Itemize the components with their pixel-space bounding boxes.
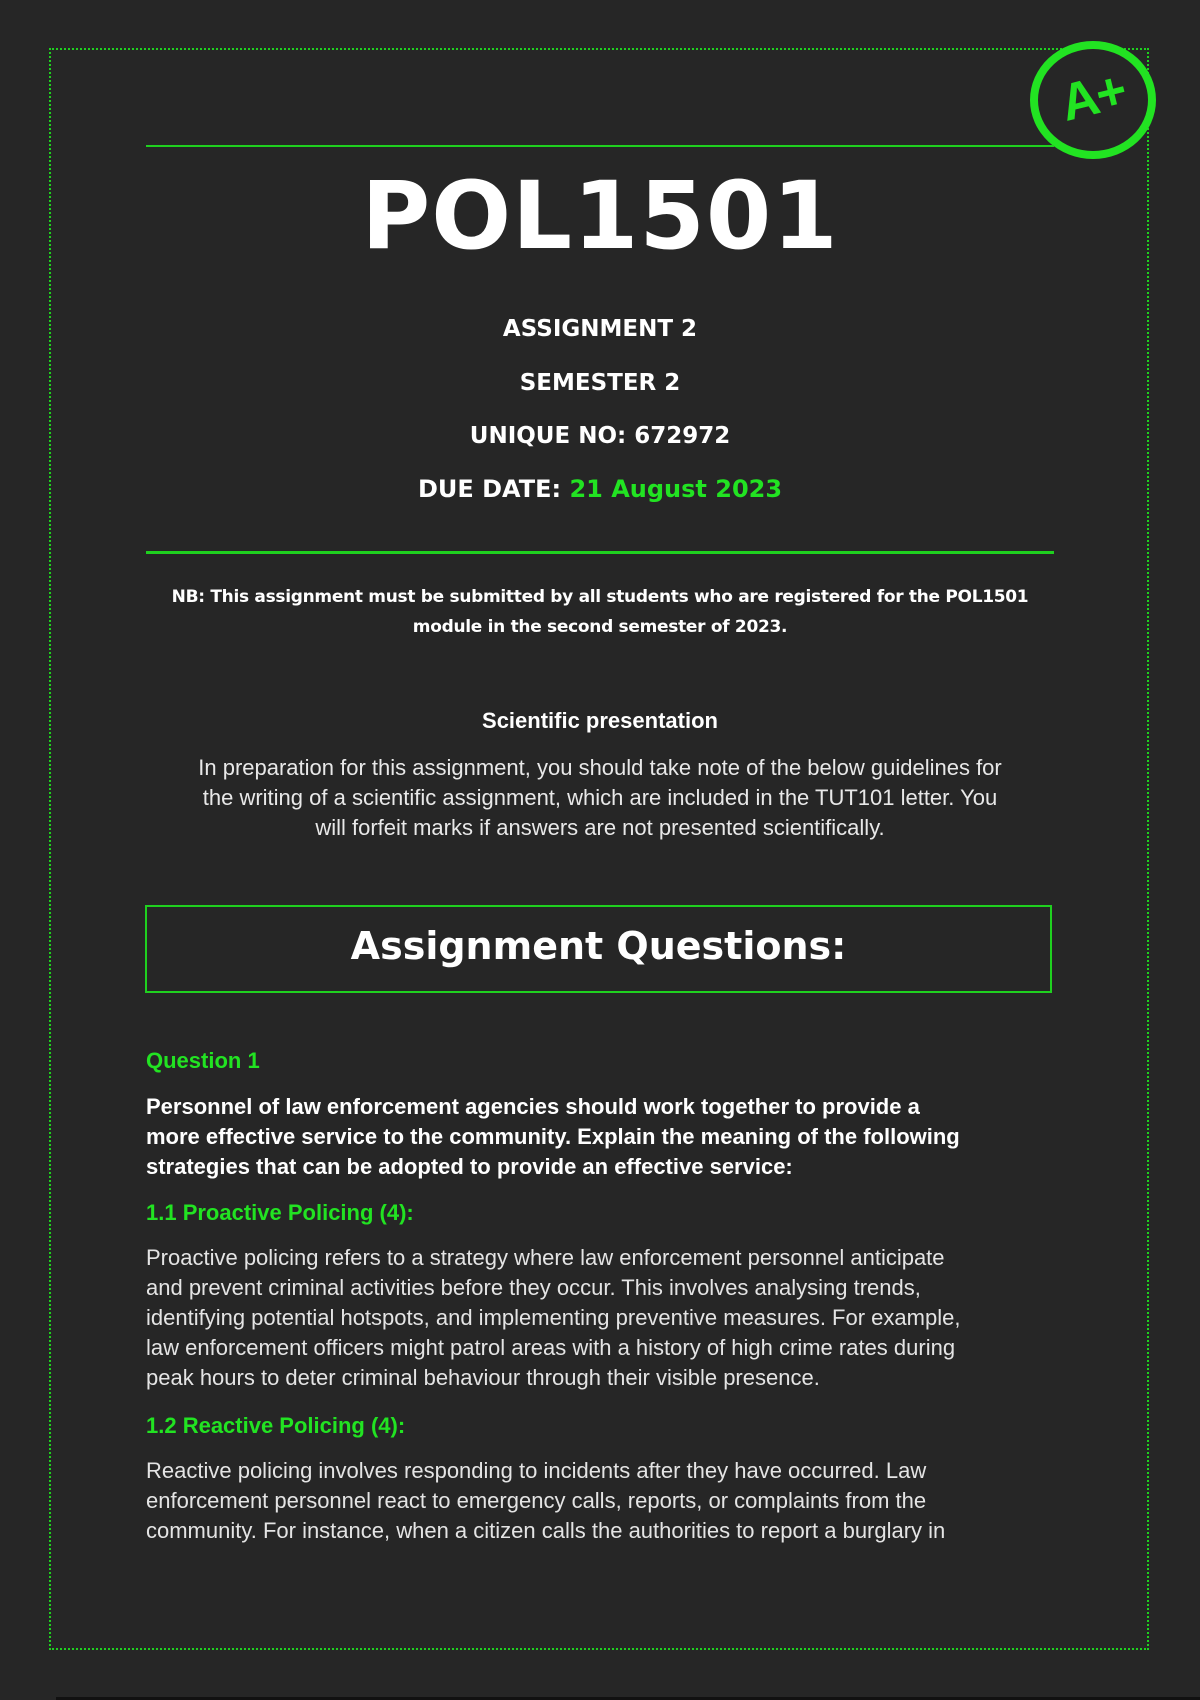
due-date-value: 21 August 2023: [569, 475, 783, 503]
question-line: Personnel of law enforcement agencies should work together to provide a: [146, 1094, 920, 1119]
paragraph-line: will forfeit marks if answers are not presented scientifically.: [315, 815, 885, 840]
submission-note: [170, 582, 1030, 642]
header-top-rule: [146, 145, 1054, 147]
answer-line: and prevent criminal activities before they occur. This involves analysing trends,: [146, 1275, 921, 1300]
submission-note-line: NB: This assignment must be submitted by all students who are registered for the POL1501: [171, 587, 1029, 607]
reactive-policing-answer: [146, 1456, 1051, 1546]
unique-number: UNIQUE NO: 672972: [469, 423, 731, 449]
answer-line: peak hours to deter criminal behaviour through their visible presence.: [146, 1365, 820, 1390]
grade-stamp: [1030, 41, 1156, 159]
question-line: strategies that can be adopted to provide an effective service:: [146, 1154, 793, 1179]
scientific-presentation-text: [150, 753, 1050, 843]
answer-line: identifying potential hotspots, and implementing preventive measures. For example,: [146, 1305, 961, 1330]
assignment-questions-banner: [145, 905, 1052, 993]
proactive-policing-answer: [146, 1243, 1051, 1393]
due-date-label: DUE DATE:: [417, 475, 570, 503]
submission-note-line: module in the second semester of 2023.: [412, 617, 788, 637]
scientific-presentation-heading: Scientific presentation: [482, 708, 718, 733]
due-date: [0, 477, 1200, 501]
proactive-policing-heading: 1.1 Proactive Policing (4):: [146, 1200, 414, 1225]
assignment-questions-heading: Assignment Questions:: [350, 924, 847, 968]
page-frame: [49, 48, 1149, 1650]
paragraph-line: In preparation for this assignment, you should take note of the below guidelines for: [198, 755, 1002, 780]
answer-line: enforcement personnel react to emergency calls, reports, or complaints from the: [146, 1488, 927, 1513]
answer-line: Proactive policing refers to a strategy where law enforcement personnel anticipate: [146, 1245, 945, 1270]
answer-line: Reactive policing involves responding to incidents after they have occurred. Law: [146, 1458, 927, 1483]
grade-stamp-text: A+: [1054, 61, 1132, 133]
answer-line: law enforcement officers might patrol areas with a history of high crime rates during: [146, 1335, 956, 1360]
question-1-label: Question 1: [146, 1048, 260, 1073]
reactive-policing-heading: 1.2 Reactive Policing (4):: [146, 1413, 406, 1438]
semester-label: SEMESTER 2: [519, 370, 681, 396]
paragraph-line: the writing of a scientific assignment, which are included in the TUT101 letter. You: [202, 785, 998, 810]
header-bottom-rule: [146, 551, 1054, 554]
assignment-number: ASSIGNMENT 2: [502, 316, 698, 342]
answer-line: community. For instance, when a citizen calls the authorities to report a burglary in: [146, 1518, 946, 1543]
question-line: more effective service to the community. Explain the meaning of the following: [146, 1124, 960, 1149]
question-1-text: [146, 1092, 1066, 1182]
course-code-title: POL1501: [361, 162, 839, 271]
